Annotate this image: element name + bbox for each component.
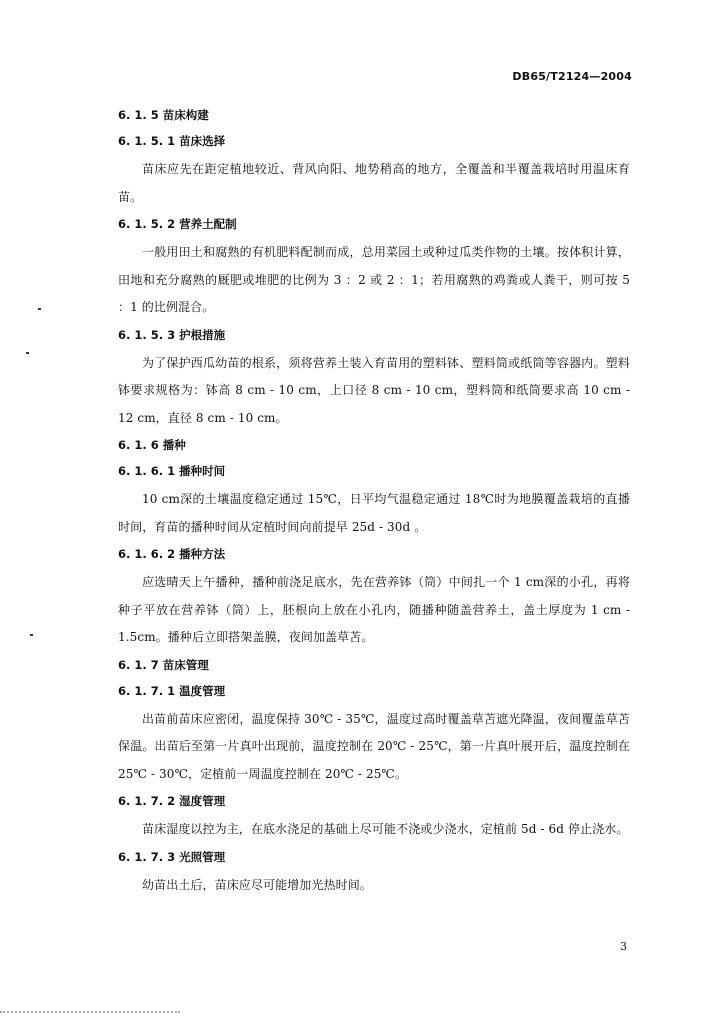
paragraph: 10 cm深的土壤温度稳定通过 15℃，日平均气温稳定通过 18℃时为地膜覆盖栽培的直播时间，育苗的播种时间从定植时间向前提早 25d - 30d 。 <box>118 492 630 534</box>
section-heading: 6. 1. 6 播种 <box>118 438 186 452</box>
paragraph: 幼苗出土后，苗床应尽可能增加光热时间。 <box>142 877 372 892</box>
scan-speck <box>38 308 41 310</box>
paragraph: 为了保护西瓜幼苗的根系，须将营养土装入育苗用的塑料钵、塑料筒或纸筒等容器内。塑料钵要求规格为：钵高 8 cm - 10 cm，上口径 8 cm - 10 cm，塑料筒和纸筒要求高 10 cm - 12 cm，直径 8 cm - 10 cm。 <box>118 355 630 425</box>
section-heading: 6. 1. 5 苗床构建 <box>118 108 209 122</box>
paragraph: 苗床湿度以控为主，在底水浇足的基础上尽可能不浇或少浇水，定植前 5d - 6d 停止浇水。 <box>142 822 629 836</box>
paragraph: 苗床应先在距定植地较近、背风向阳、地势稍高的地方，全覆盖和半覆盖栽培时用温床育苗。 <box>118 162 630 204</box>
scan-speck <box>26 352 29 354</box>
section-heading: 6. 1. 7 苗床管理 <box>118 657 209 672</box>
section-heading: 6. 1. 5. 1 苗床选择 <box>118 134 226 148</box>
section-heading: 6. 1. 7. 2 湿度管理 <box>118 794 226 808</box>
section-heading: 6. 1. 7. 1 温度管理 <box>118 683 226 698</box>
section-heading: 6. 1. 5. 2 营养土配制 <box>118 217 237 231</box>
page-number: 3 <box>620 940 627 953</box>
section-heading: 6. 1. 6. 1 播种时间 <box>118 464 226 478</box>
paragraph: 一般用田土和腐熟的有机肥料配制而成，总用菜园土或种过瓜类作物的土壤。按体积计算，田地和充分腐熟的厩肥或堆肥的比例为 3 ：2 或 2 ：1；若用腐熟的鸡粪或人粪干，则可按 5 ：1 的比例混合。 <box>118 245 630 314</box>
section-heading: 6. 1. 5. 3 护根措施 <box>118 327 226 342</box>
section-heading: 6. 1. 7. 3 光照管理 <box>118 849 226 864</box>
standard-code: DB65/T2124—2004 <box>512 70 632 83</box>
document-body <box>118 104 630 901</box>
scan-speck <box>30 634 33 636</box>
scan-edge-dots <box>0 1011 180 1016</box>
paragraph: 出苗前苗床应密闭，温度保持 30℃ - 35℃，温度过高时覆盖草苫遮光降温，夜间覆盖草苫保温。出苗后至第一片真叶出现前，温度控制在 20℃ - 25℃，第一片真叶展开后，温度控制在 25℃ - 30℃，定植前一周温度控制在 20℃ - 25℃。 <box>118 711 630 781</box>
paragraph: 应选晴天上午播种，播种前浇足底水，先在营养钵（筒）中间扎一个 1 cm深的小孔，再将种子平放在营养钵（筒）上，胚根向上放在小孔内，随播种随盖营养土，盖土厚度为 1 cm - 1.5cm。播种后立即搭架盖膜，夜间加盖草苫。 <box>118 575 630 644</box>
section-heading: 6. 1. 6. 2 播种方法 <box>118 547 226 561</box>
